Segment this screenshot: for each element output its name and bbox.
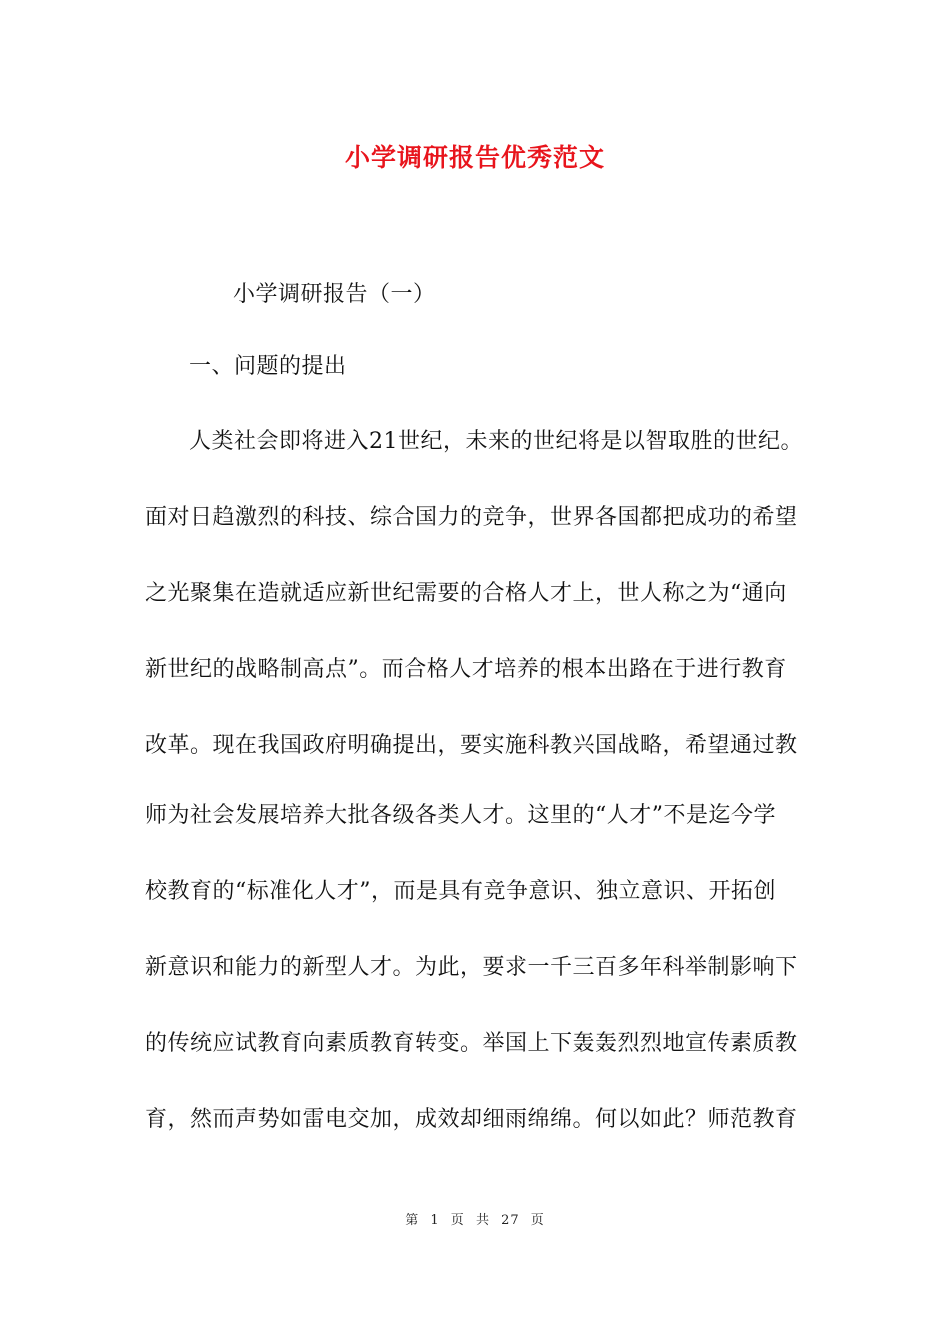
footer-total-word: 共 (475, 1213, 490, 1228)
paragraph-line: 之光聚集在造就适应新世纪需要的合格人才上，世人称之为“通向 (145, 581, 787, 606)
paragraph-line: 的传统应试教育向素质教育转变。举国上下轰轰烈烈地宣传素质教 (145, 1031, 798, 1056)
paragraph-line: 育，然而声势如雷电交加，成效却细雨绵绵。何以如此？师范教育 (145, 1107, 798, 1132)
section-heading: 一、问题的提出 (189, 354, 347, 379)
footer-prefix: 第 (405, 1213, 420, 1228)
footer-page-word: 页 (450, 1213, 465, 1228)
footer-total-pages: 27 (501, 1213, 520, 1228)
report-subtitle: 小学调研报告（一） (233, 282, 436, 307)
paragraph-line: 新意识和能力的新型人才。为此，要求一千三百多年科举制影响下 (145, 955, 798, 980)
paragraph-line: 面对日趋激烈的科技、综合国力的竞争，世界各国都把成功的希望 (145, 505, 798, 530)
paragraph-line: 师为社会发展培养大批各级各类人才。这里的“人才”不是迄今学 (145, 803, 776, 828)
paragraph-line: 校教育的“标准化人才”，而是具有竞争意识、独立意识、开拓创 (145, 879, 776, 904)
paragraph-line: 新世纪的战略制高点”。而合格人才培养的根本出路在于进行教育 (145, 657, 787, 682)
footer-suffix: 页 (530, 1213, 545, 1228)
document-title: 小学调研报告优秀范文 (344, 143, 605, 172)
page-footer (0, 1209, 950, 1228)
paragraph-line: 人类社会即将进入21世纪，未来的世纪将是以智取胜的世纪。 (189, 429, 803, 454)
footer-current-page: 1 (430, 1213, 440, 1228)
paragraph-line: 改革。现在我国政府明确提出，要实施科教兴国战略，希望通过教 (145, 733, 798, 758)
